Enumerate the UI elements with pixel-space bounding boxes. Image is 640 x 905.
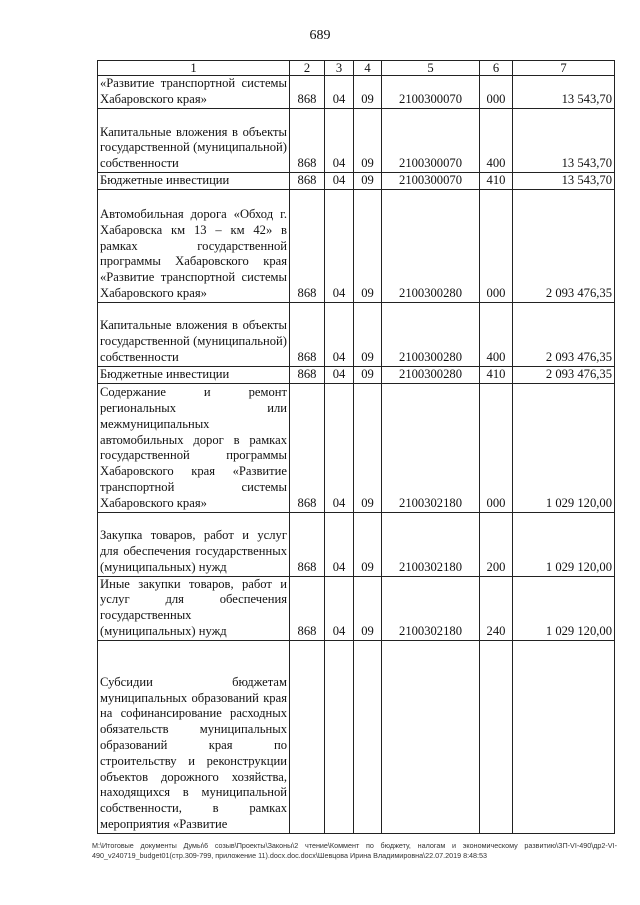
ministry-code — [290, 640, 325, 833]
amount: 13 543,70 — [513, 109, 615, 173]
row-name: «Развитие транспортной системы Хабаровского края» — [98, 76, 290, 109]
column-header-6: 6 — [480, 61, 513, 76]
amount: 2 093 476,35 — [513, 189, 615, 302]
expense-type-code: 200 — [480, 512, 513, 576]
amount: 2 093 476,35 — [513, 302, 615, 366]
expense-type-code: 000 — [480, 383, 513, 512]
table-row — [98, 109, 615, 173]
expense-type-code: 410 — [480, 366, 513, 383]
target-article-code — [382, 640, 480, 833]
subsection-code: 09 — [354, 576, 382, 640]
budget-table — [97, 60, 615, 834]
column-header-1: 1 — [98, 61, 290, 76]
expense-type-code: 000 — [480, 76, 513, 109]
amount: 1 029 120,00 — [513, 576, 615, 640]
row-name: Иные закупки товаров, работ и услуг для обеспечения государственных (муниципальных) нужд — [98, 576, 290, 640]
subsection-code: 09 — [354, 302, 382, 366]
section-code — [325, 640, 354, 833]
table-row — [98, 512, 615, 576]
ministry-code: 868 — [290, 302, 325, 366]
ministry-code: 868 — [290, 576, 325, 640]
row-name: Содержание и ремонт региональных или межмуниципальных автомобильных дорог в рамках государственной программы Хабаровского края «Развитие транспортной системы Хабаровского края» — [98, 383, 290, 512]
table-row — [98, 189, 615, 302]
amount: 1 029 120,00 — [513, 383, 615, 512]
amount: 13 543,70 — [513, 76, 615, 109]
table-row — [98, 76, 615, 109]
amount: 2 093 476,35 — [513, 366, 615, 383]
expense-type-code: 240 — [480, 576, 513, 640]
ministry-code: 868 — [290, 76, 325, 109]
section-code: 04 — [325, 109, 354, 173]
column-header-5: 5 — [382, 61, 480, 76]
section-code: 04 — [325, 76, 354, 109]
expense-type-code: 410 — [480, 173, 513, 190]
expense-type-code: 000 — [480, 189, 513, 302]
subsection-code: 09 — [354, 189, 382, 302]
subsection-code: 09 — [354, 173, 382, 190]
row-name: Автомобильная дорога «Обход г. Хабаровска км 13 – км 42» в рамках государственной программы Хабаровского края «Развитие транспортной системы Хабаровского края» — [98, 189, 290, 302]
table-row — [98, 383, 615, 512]
section-code: 04 — [325, 173, 354, 190]
amount: 1 029 120,00 — [513, 512, 615, 576]
ministry-code: 868 — [290, 109, 325, 173]
table-row — [98, 640, 615, 833]
ministry-code: 868 — [290, 173, 325, 190]
row-name: Капитальные вложения в объекты государственной (муниципальной) собственности — [98, 302, 290, 366]
target-article-code: 2100300280 — [382, 366, 480, 383]
section-code: 04 — [325, 512, 354, 576]
file-path-footer: М:\Итоговые документы Думы\6 созыв\Проекты\Законы\2 чтение\Коммент по бюджету, налогам и экономическому развитию\ЗП-VI-490\др2-VI-490_v240719_budget01(стр.309-799, приложение 11).docx.doc.docx\Шевцова Ирина Владимировна\22.07.2019 8:48:53 — [92, 841, 617, 860]
target-article-code: 2100300280 — [382, 302, 480, 366]
ministry-code: 868 — [290, 366, 325, 383]
row-name: Капитальные вложения в объекты государственной (муниципальной) собственности — [98, 109, 290, 173]
section-code: 04 — [325, 366, 354, 383]
table-row — [98, 576, 615, 640]
subsection-code: 09 — [354, 109, 382, 173]
row-name: Бюджетные инвестиции — [98, 366, 290, 383]
section-code: 04 — [325, 383, 354, 512]
column-header-7: 7 — [513, 61, 615, 76]
row-name: Субсидии бюджетам муниципальных образований края на софинансирование расходных обязательств муниципальных образований края по строительству и реконструкции объектов дорожного хозяйства, находящихся в муниципальной собственности, в рамках мероприятия «Развитие — [98, 640, 290, 833]
amount: 13 543,70 — [513, 173, 615, 190]
table-header-row — [98, 61, 615, 76]
expense-type-code: 400 — [480, 109, 513, 173]
expense-type-code: 400 — [480, 302, 513, 366]
target-article-code: 2100300280 — [382, 189, 480, 302]
table-row — [98, 173, 615, 190]
target-article-code: 2100300070 — [382, 76, 480, 109]
row-name: Закупка товаров, работ и услуг для обеспечения государственных (муниципальных) нужд — [98, 512, 290, 576]
column-header-2: 2 — [290, 61, 325, 76]
table-row — [98, 366, 615, 383]
subsection-code: 09 — [354, 383, 382, 512]
subsection-code: 09 — [354, 76, 382, 109]
section-code: 04 — [325, 576, 354, 640]
subsection-code — [354, 640, 382, 833]
target-article-code: 2100300070 — [382, 109, 480, 173]
section-code: 04 — [325, 189, 354, 302]
expense-type-code — [480, 640, 513, 833]
subsection-code: 09 — [354, 366, 382, 383]
ministry-code: 868 — [290, 512, 325, 576]
target-article-code: 2100302180 — [382, 512, 480, 576]
ministry-code: 868 — [290, 189, 325, 302]
row-name: Бюджетные инвестиции — [98, 173, 290, 190]
target-article-code: 2100302180 — [382, 576, 480, 640]
target-article-code: 2100302180 — [382, 383, 480, 512]
subsection-code: 09 — [354, 512, 382, 576]
amount — [513, 640, 615, 833]
page-number: 689 — [309, 28, 331, 43]
table-row — [98, 302, 615, 366]
ministry-code: 868 — [290, 383, 325, 512]
column-header-4: 4 — [354, 61, 382, 76]
section-code: 04 — [325, 302, 354, 366]
column-header-3: 3 — [325, 61, 354, 76]
target-article-code: 2100300070 — [382, 173, 480, 190]
